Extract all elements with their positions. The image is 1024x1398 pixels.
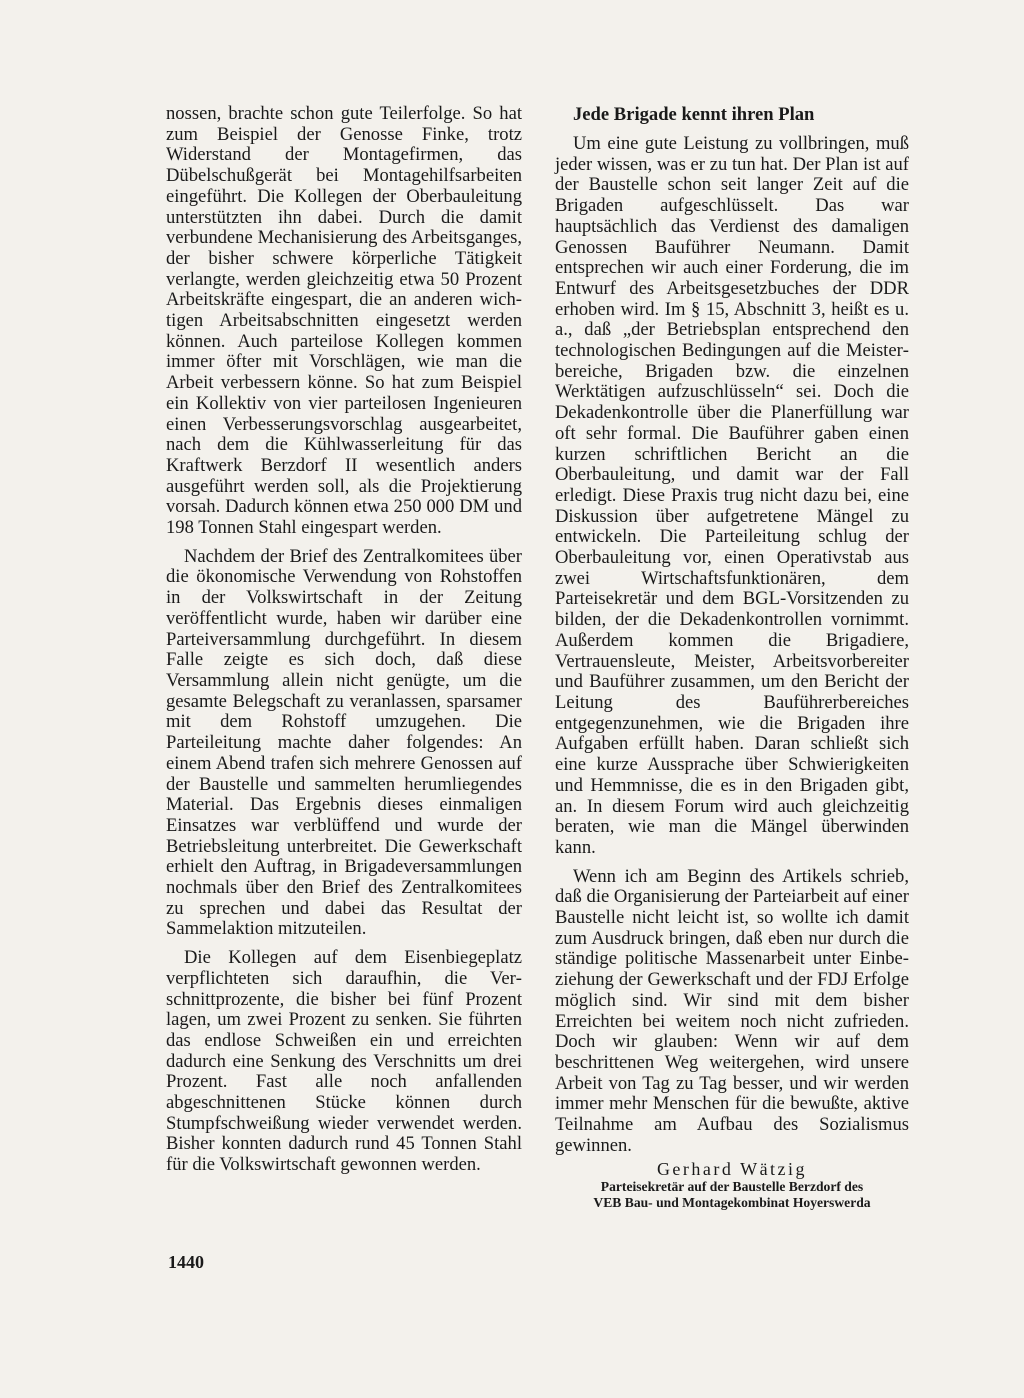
author-affiliation-line: Parteisekretär auf der Baustelle Berzdorf des — [600, 1179, 864, 1195]
author-affiliation-line: VEB Bau- und Montagekombinat Hoyerswerda — [593, 1195, 871, 1211]
author-signature: Gerhard Wätzig — [656, 1159, 808, 1180]
paragraph: Die Kollegen auf dem Eisenbiegeplatz verpflichteten sich daraufhin, die Verschnittprozente, die bisher bei fünf Prozent lagen, um zwei Prozent zu senken. Sie führten das endlose Schweißen ein und erreichten dadurch eine Senkung des Verschnitts um drei Prozent. Fast alle noch anfallenden abgeschnittenen Stücke können durch Stumpfschweißung wieder verwendet werden. Bisher konnten dadurch rund 45 Tonnen Stahl für die Volkswirtschaft gewonnen werden. — [166, 947, 522, 1176]
paragraph: Wenn ich am Beginn des Artikels schrieb, daß die Organisierung der Parteiarbeit auf einer Baustelle nicht leicht ist, so wollte ich damit zum Ausdruck bringen, daß eben nur durch die ständige politische Massenarbeit unter Einbeziehung der Gewerkschaft und der FDJ Erfolge möglich sind. Wir sind mit dem bisher Erreichten bei weitem noch nicht zufrieden. Doch wir glauben: Wenn wir auf dem beschrittenen Weg weitergehen, wird unsere Arbeit von Tag zu Tag besser, und wir werden immer mehr Menschen für die bewußte, aktive Teilnahme am Aufbau des Sozialismus gewinnen. — [555, 865, 909, 1156]
paragraph: nossen, brachte schon gute Teilerfolge. So hat zum Beispiel der Genosse Finke, trotz Widerstand der Montagefirmen, das Dübelschußgerät bei Montagehilfsarbeiten eingeführt. Die Kollegen der Oberbauleitung unterstützten ihn dabei. Durch die damit verbundene Mechanisierung des Arbeitsganges, der bisher schwere körperliche Tätigkeit verlangte, werden gleichzeitig etwa 50 Prozent Arbeitskräfte eingespart, die an anderen wichtigen Arbeitsabschnitten eingesetzt werden können. Auch parteilose Kollegen kommen immer öfter mit Vorschlägen, wie man die Arbeit verbessern könne. So hat zum Beispiel ein Kollektiv von vier parteilosen Ingenieuren einen Verbesserungsvorschlag ausgearbeitet, nach dem die Kühlwasserleitung für das Kraftwerk Berzdorf II wesentlich anders ausgeführt werden soll, als die Projektierung vorsah. Dadurch können etwa 250 000 DM und 198 Tonnen Stahl eingespart werden. — [166, 103, 522, 539]
right-column — [555, 104, 909, 1211]
page-number: 1440 — [168, 1252, 204, 1272]
paragraph: Nachdem der Brief des Zentralkomitees über die ökonomische Verwendung von Rohstoffen in der Volkswirtschaft in der Zeitung veröffentlicht wurde, haben wir darüber eine Parteiversammlung durchgeführt. In diesem Falle zeigte es sich doch, daß diese Versammlung allein nicht genügte, um die gesamte Belegschaft zu veranlassen, sparsamer mit dem Rohstoff umzugehen. Die Parteileitung machte daher folgendes: An einem Abend trafen sich mehrere Genossen auf der Baustelle und sammelten herumliegendes Material. Das Ergebnis dieses einmaligen Einsatzes war verblüffend und wurde der Betriebsleitung unterbreitet. Die Gewerkschaft erhielt den Auftrag, in Brigadeversammlungen nochmals über den Brief des Zentralkomitees zu sprechen und dabei das Resultat der Sammelaktion mitzuteilen. — [166, 545, 522, 940]
paragraph: Um eine gute Leistung zu vollbringen, muß jeder wissen, was er zu tun hat. Der Plan ist auf der Baustelle schon seit langer Zeit auf die Brigaden aufgeschlüsselt. Das war hauptsächlich das Verdienst des damaligen Genossen Bauführer Neumann. Damit entsprechen wir auch einer Forderung, die im Entwurf des Arbeitsgesetzbuches der DDR erhoben wird. Im § 15, Abschnitt 3, heißt es u. a., daß „der Betriebsplan entsprechend den technologischen Bedingungen auf die Meisterbereiche, Brigaden bzw. die einzelnen Werktätigen aufzuschlüsseln“ sei. Doch die Dekadenkontrolle über die Planerfüllung war oft sehr formal. Die Bauführer gaben einen kurzen schriftlichen Bericht an die Oberbauleitung, und damit war der Fall erledigt. Diese Praxis trug nicht dazu bei, eine Diskussion über aufgetretene Mängel zu entwickeln. Die Parteileitung schlug der Oberbauleitung vor, einen Operativstab aus zwei Wirtschaftsfunktionären, dem Parteisekretär und dem BGL-Vorsitzenden zu bilden, der die Dekadenkontrollen vornimmt. Außerdem kommen die Brigadiere, Vertrauensleute, Meister, Arbeitsvorbereiter und Bauführer zusammen, um den Bericht der Leitung des Bauführerbereiches entgegenzunehmen, wie die Brigaden ihre Aufgaben erfüllt haben. Daran schließt sich eine kurze Aussprache über Schwierigkeiten und Hemmnisse, die es in den Brigaden gibt, an. In diesem Forum wird auch gleichzeitig beraten, wie man die Mängel überwinden kann. — [555, 133, 909, 858]
left-column — [166, 104, 522, 1176]
section-heading: Jede Brigade kennt ihren Plan — [573, 104, 815, 125]
